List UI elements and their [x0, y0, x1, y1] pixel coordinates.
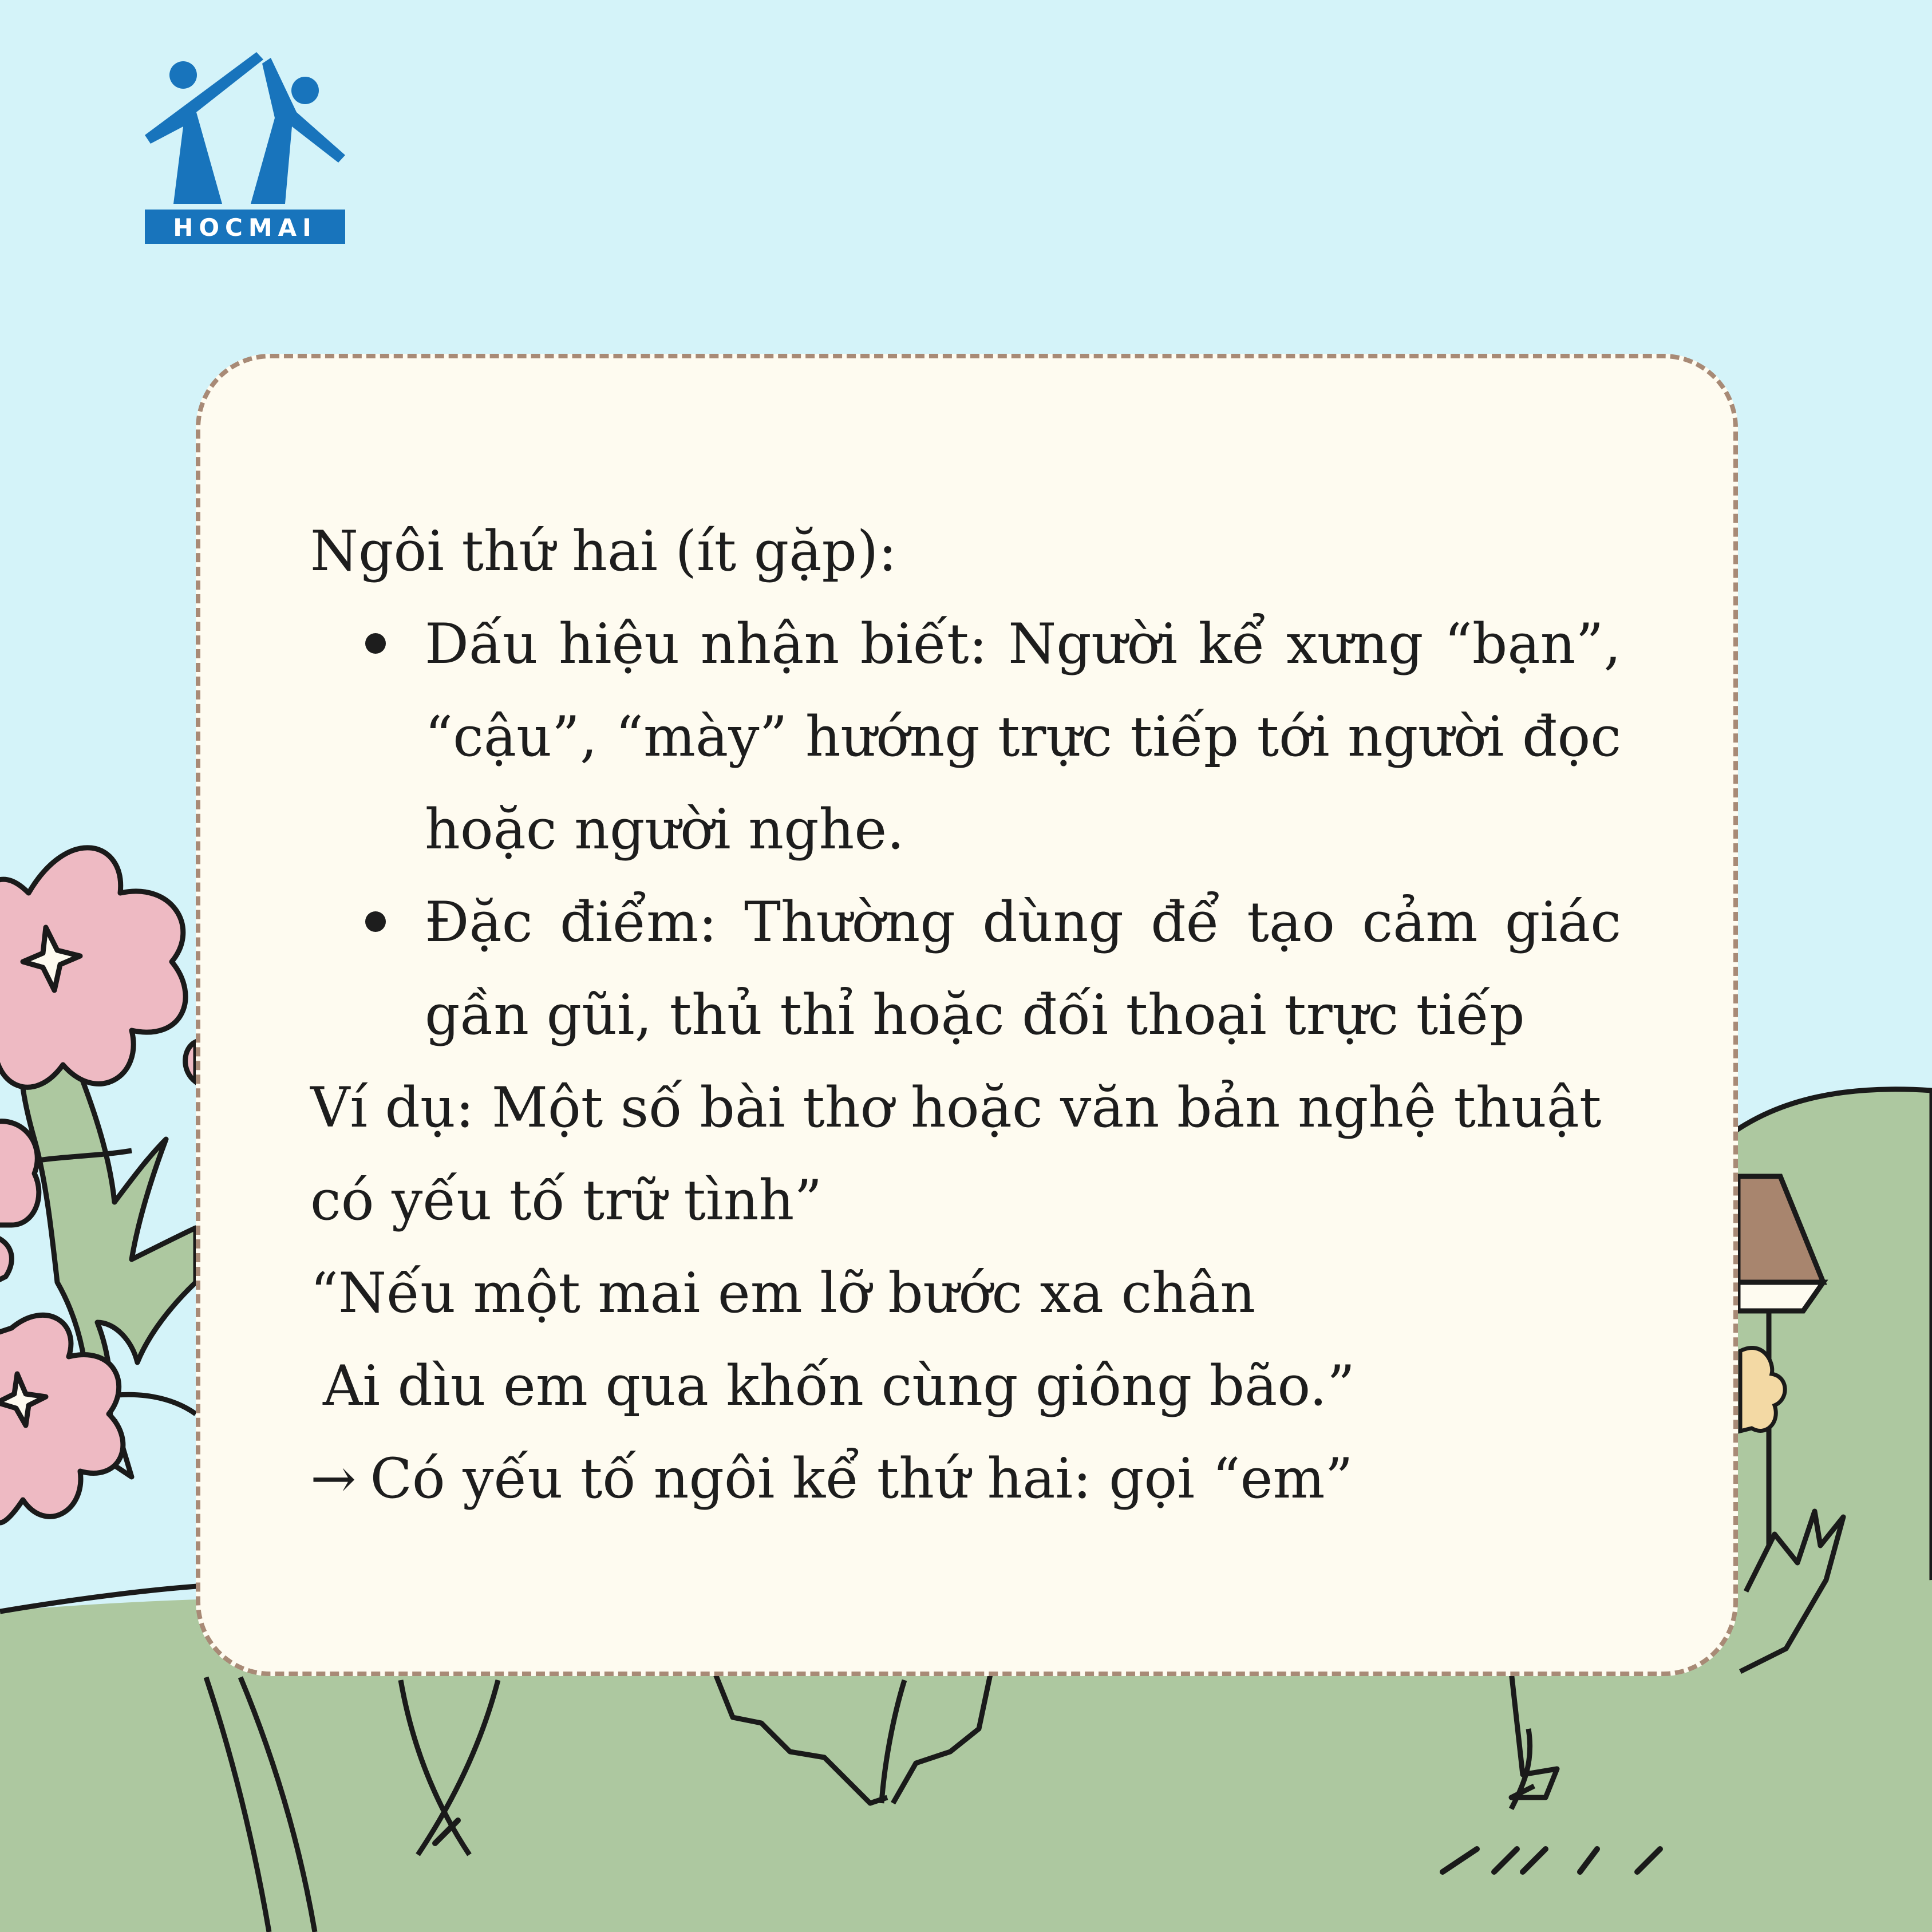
- quote-line: “Nếu một mai em lỡ bước xa chân: [310, 1261, 1256, 1325]
- bullet-text: Đặc điểm: Thường dùng để tạo cảm giác gần gũi, thủ thỉ hoặc đối thoại trực tiếp: [425, 890, 1621, 1047]
- logo-text: HOCMAI: [173, 214, 317, 242]
- example-line: có yếu tố trữ tình”: [310, 1168, 823, 1232]
- quote-line: Ai dìu em qua khốn cùng giông bão.”: [323, 1354, 1356, 1418]
- bullet-dot: [365, 911, 386, 932]
- section-heading: Ngôi thứ hai (ít gặp):: [310, 519, 897, 583]
- example-line: Ví dụ: Một số bài thơ hoặc văn bản nghệ thuật: [310, 1076, 1602, 1140]
- hocmai-logo[interactable]: [142, 49, 348, 247]
- bullet-item-features: [310, 876, 1621, 1061]
- conclusion-text: Có yếu tố ngôi kể thứ hai: gọi “em”: [370, 1447, 1353, 1511]
- bullet-dot: [365, 633, 386, 654]
- arrow-icon: →: [310, 1447, 357, 1511]
- bullet-item-signs: [310, 598, 1621, 876]
- conclusion-line: [310, 1432, 1621, 1525]
- card-content: [310, 505, 1621, 1525]
- bullet-text: Dấu hiệu nhận biết: Người kể xưng “bạn”, “cậu”, “mày” hướng trực tiếp tới người đọc hoặc người nghe.: [425, 612, 1621, 862]
- bullet-list: [310, 598, 1621, 1061]
